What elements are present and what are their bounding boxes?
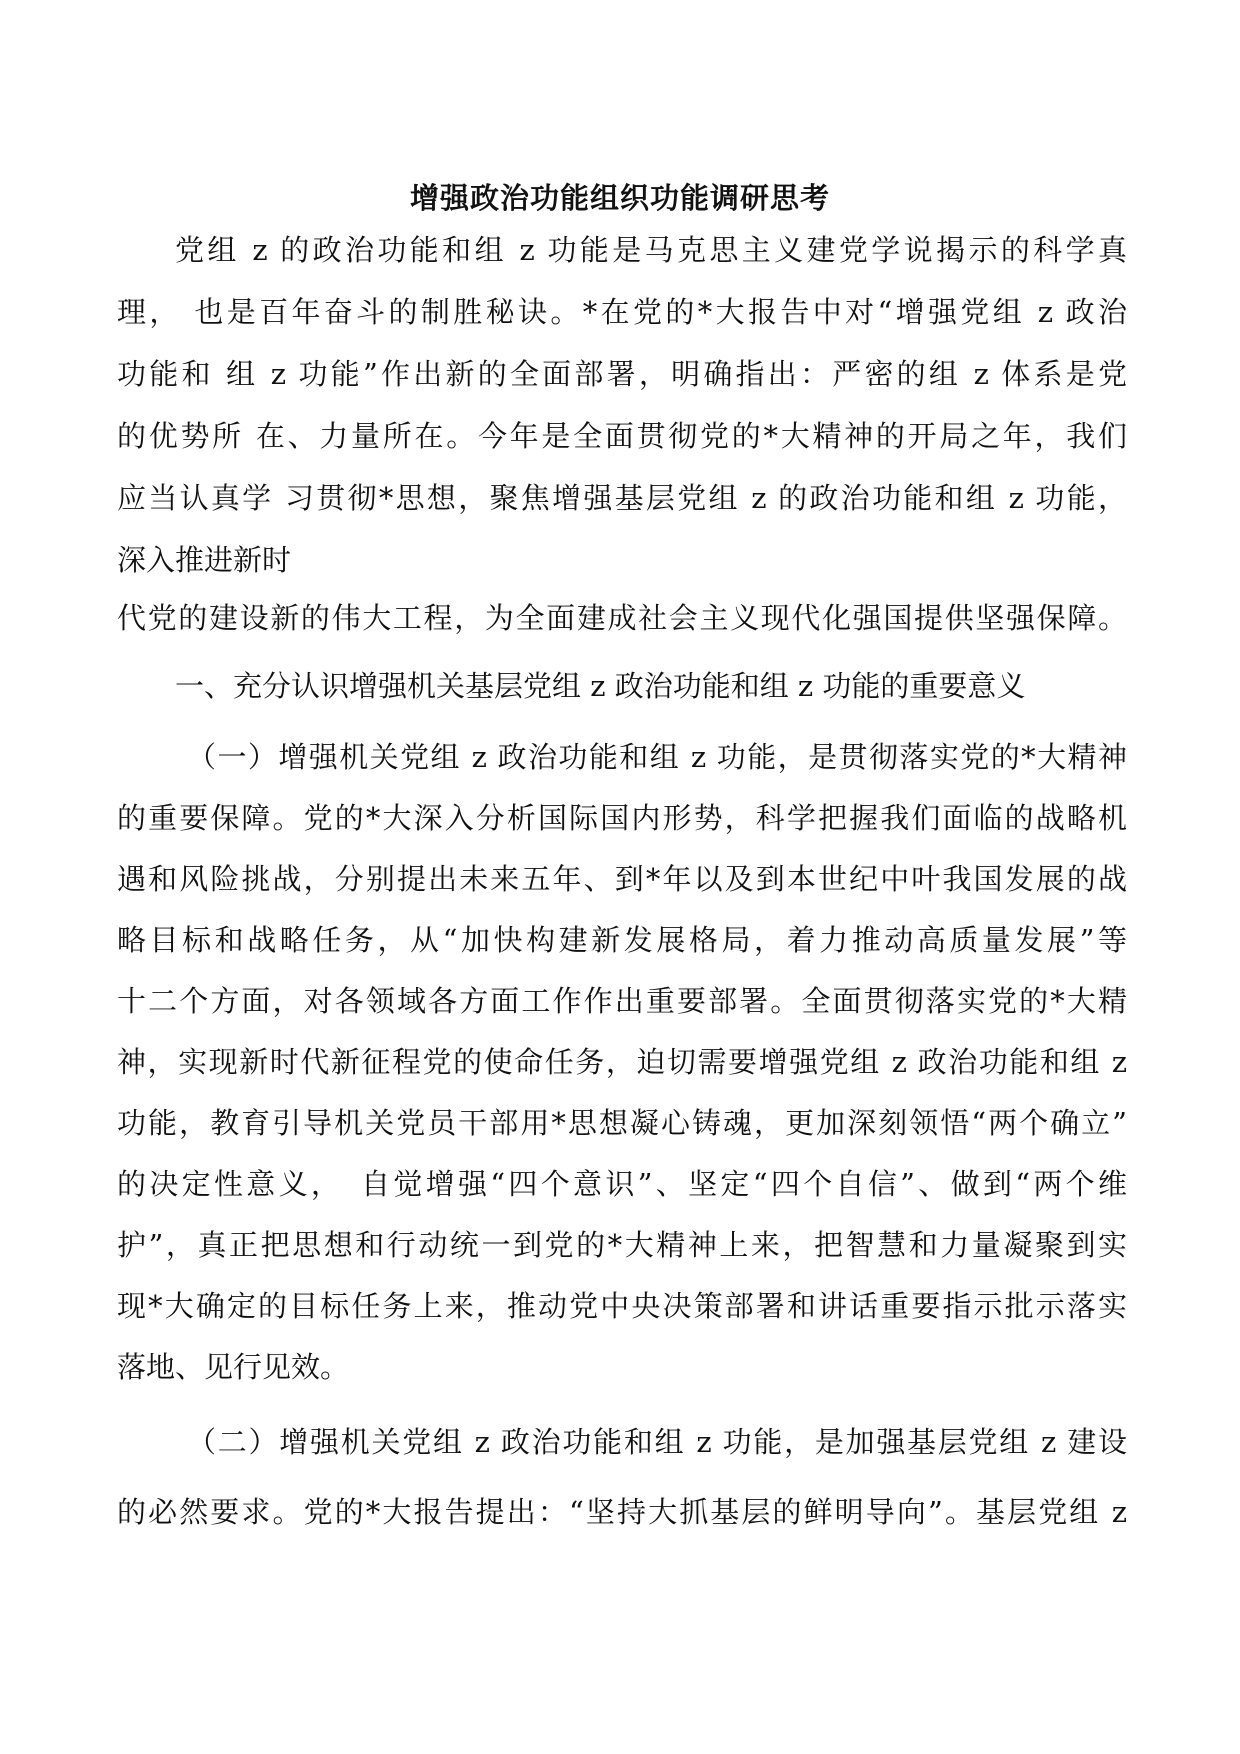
section-heading: 一、充分认识增强机关基层党组 z 政治功能和组 z 功能的重要意义 xyxy=(175,669,1026,703)
paragraph-line: 功能和 组 z 功能”作出新的全面部署，明确指出：严密的组 z 体系是党 xyxy=(117,357,1127,391)
paragraph-line: 功能，教育引导机关党员干部用*思想凝心铸魂，更加深刻领悟“两个确立” xyxy=(117,1106,1127,1140)
document-title: 增强政治功能组织功能调研思考 xyxy=(409,181,830,215)
paragraph-line: 神，实现新时代新征程党的使命任务，迫切需要增强党组 z 政治功能和组 z xyxy=(117,1045,1127,1079)
paragraph-line: 深入推进新时 xyxy=(117,543,292,577)
paragraph-line: 护”，真正把思想和行动统一到党的*大精神上来，把智慧和力量凝聚到实 xyxy=(117,1228,1127,1262)
paragraph-line: （二）增强机关党组 z 政治功能和组 z 功能，是加强基层党组 z 建设 xyxy=(187,1425,1127,1459)
paragraph-line: 十二个方面，对各领域各方面工作作出重要部署。全面贯彻落实党的*大精 xyxy=(117,984,1127,1018)
paragraph-line: 的必然要求。党的*大报告提出：“坚持大抓基层的鲜明导向”。基层党组 z xyxy=(117,1495,1127,1529)
paragraph-line: 的决定性意义， 自觉增强“四个意识”、坚定“四个自信”、做到“两个维 xyxy=(117,1167,1127,1201)
paragraph-line: 现*大确定的目标任务上来，推动党中央决策部署和讲话重要指示批示落实 xyxy=(117,1289,1127,1323)
paragraph-line: （一）增强机关党组 z 政治功能和组 z 功能，是贯彻落实党的*大精神 xyxy=(187,740,1127,774)
paragraph-line: 代党的建设新的伟大工程，为全面建成社会主义现代化强国提供坚强保障。 xyxy=(117,601,1127,635)
paragraph-line: 应当认真学 习贯彻*思想，聚焦增强基层党组 z 的政治功能和组 z 功能， xyxy=(117,481,1127,515)
paragraph-line: 的优势所 在、力量所在。今年是全面贯彻党的*大精神的开局之年，我们 xyxy=(117,419,1127,453)
paragraph-line: 遇和风险挑战，分别提出未来五年、到*年以及到本世纪中叶我国发展的战 xyxy=(117,862,1127,896)
paragraph-line: 党组 z 的政治功能和组 z 功能是马克思主义建党学说揭示的科学真 xyxy=(175,233,1127,267)
paragraph-line: 略目标和战略任务，从“加快构建新发展格局，着力推动高质量发展”等 xyxy=(117,923,1127,957)
paragraph-line: 理， 也是百年奋斗的制胜秘诀。*在党的*大报告中对“增强党组 z 政治 xyxy=(117,295,1127,329)
paragraph-line: 落地、见行见效。 xyxy=(117,1350,350,1384)
paragraph-line: 的重要保障。党的*大深入分析国际国内形势，科学把握我们面临的战略机 xyxy=(117,801,1127,835)
